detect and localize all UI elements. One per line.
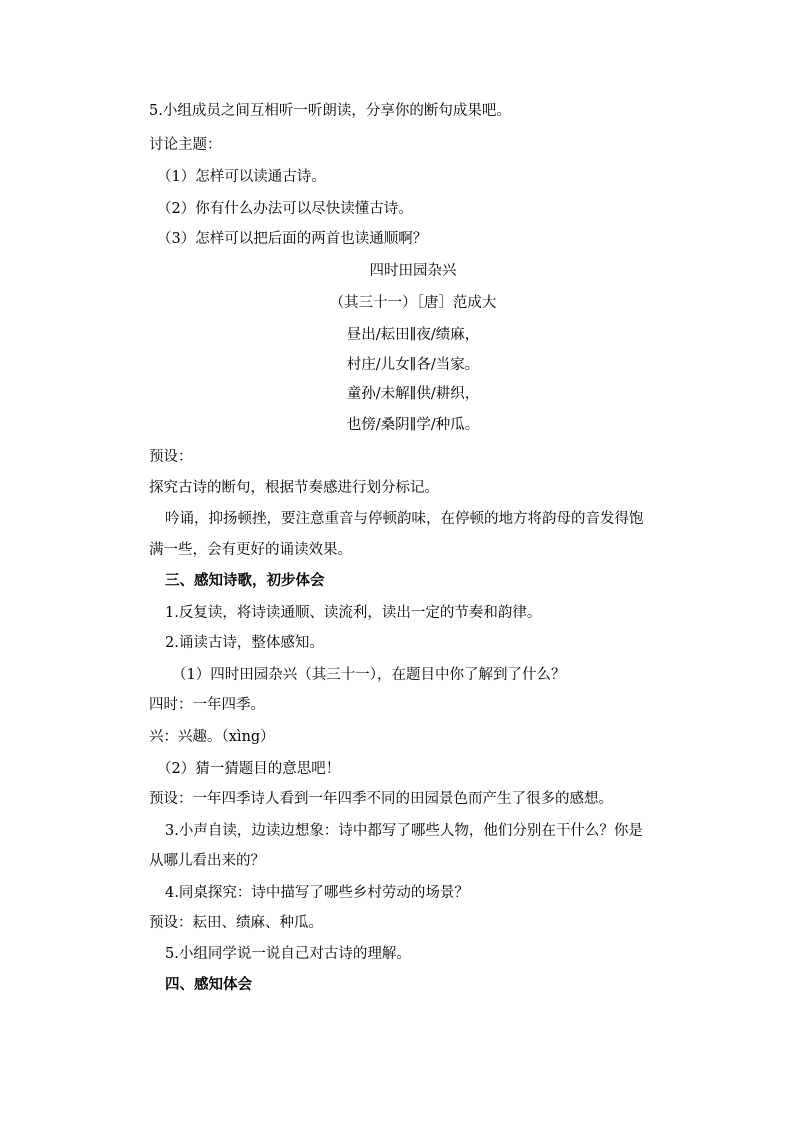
- preset-label: 预设：: [149, 449, 193, 465]
- guess-title-meaning: （2）猜一猜题目的意思吧！: [157, 761, 341, 777]
- title-question: （1）四时田园杂兴（其三十一），在题目中你了解到了什么？: [172, 667, 566, 683]
- poem-title: 四时田园杂兴: [369, 263, 457, 279]
- discussion-question-1: （1）怎样可以读通古诗。: [157, 169, 326, 185]
- discussion-question-2: （2）你有什么办法可以尽快读懂古诗。: [157, 201, 413, 217]
- preset-explanation-1: 探究古诗的断句，根据节奏感进行划分标记。: [149, 480, 439, 496]
- term-four-seasons: 四时：一年四季。: [149, 697, 265, 713]
- poem-line-3: 童孙/未解∥供/耕织，: [346, 386, 480, 402]
- poem-author: （其三十一）［唐］范成大: [329, 295, 497, 311]
- discussion-question-3: （3）怎样可以把后面的两首也读通顺啊？: [157, 231, 428, 247]
- section-three-step-3: 3.小声自读，边读边想象：诗中都写了哪些人物，他们分别在干什么？你是: [165, 823, 643, 839]
- preset-labor-scenes: 预设：耘田、绩麻、种瓜。: [149, 915, 323, 931]
- section-four-heading: 四、感知体会: [165, 977, 252, 993]
- preset-title-meaning: 预设：一年四季诗人看到一年四季不同的田园景色而产生了很多的感想。: [149, 791, 613, 807]
- discussion-topic-label: 讨论主题：: [149, 137, 222, 153]
- term-xing: 兴：兴趣。（xìng）: [149, 729, 275, 745]
- preset-explanation-2: 吟诵，抑扬顿挫，要注意重音与停顿韵味，在停顿的地方将韵母的音发得饱: [165, 511, 644, 527]
- section-three-heading: 三、感知诗歌，初步体会: [165, 573, 325, 589]
- poem-line-2: 村庄/儿女∥各/当家。: [346, 357, 480, 373]
- poem-line-4: 也傍/桑阴∥学/种瓜。: [346, 417, 480, 433]
- section-three-step-3-continued: 从哪儿看出来的？: [149, 853, 265, 869]
- section-three-step-1: 1.反复读，将诗读通顺、读流利，读出一定的节奏和韵律。: [165, 605, 542, 621]
- section-three-step-4: 4.同桌探究：诗中描写了哪些乡村劳动的场景？: [165, 885, 469, 901]
- step-5-share-reading: 5.小组成员之间互相听一听朗读，分享你的断句成果吧。: [149, 103, 511, 119]
- section-three-step-5: 5.小组同学说一说自己对古诗的理解。: [165, 946, 411, 962]
- section-three-step-2: 2.诵读古诗，整体感知。: [165, 635, 324, 651]
- preset-explanation-2-continued: 满一些，会有更好的诵读效果。: [149, 542, 352, 558]
- poem-line-1: 昼出/耘田∥夜/绩麻，: [346, 327, 480, 343]
